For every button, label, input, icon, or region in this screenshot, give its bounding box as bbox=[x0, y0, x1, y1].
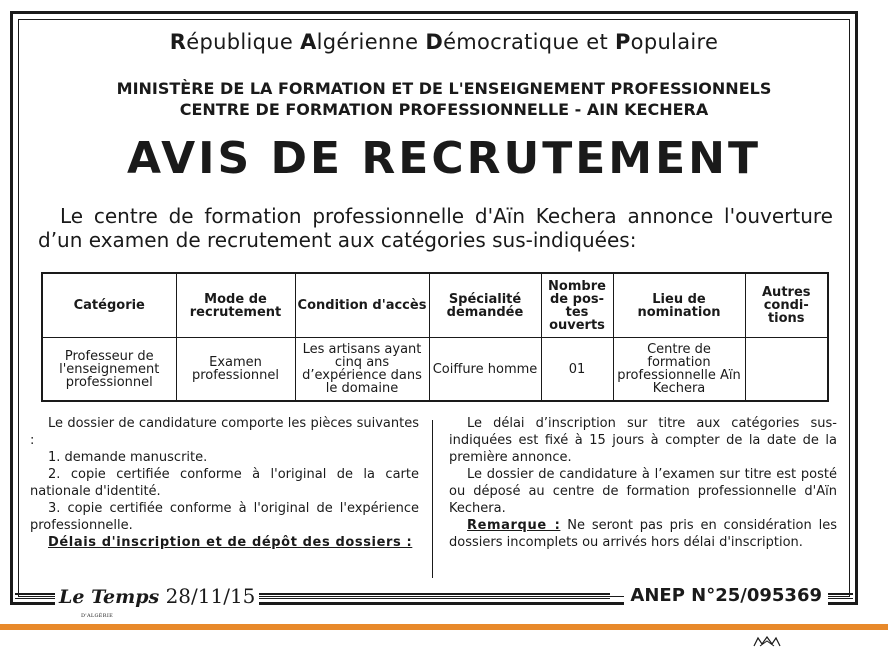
left-paragraph bbox=[30, 500, 419, 534]
right-paragraph bbox=[449, 466, 837, 517]
republic-heading bbox=[0, 30, 888, 54]
ministry-line: MINISTÈRE DE LA FORMATION ET DE L'ENSEIGNEMENT PROFESSIONNELS bbox=[116, 79, 772, 98]
cell-nombre: 01 bbox=[541, 338, 613, 402]
republic-word-3: émocratique et bbox=[443, 30, 615, 54]
header-lieu: Lieu de nomination bbox=[613, 273, 745, 338]
cell-condition: Les artisans ayant cinq ans d’expérience dans le domaine bbox=[295, 338, 429, 402]
centre-line: CENTRE DE FORMATION PROFESSIONNELLE - AIN KECHERA bbox=[179, 100, 709, 119]
header-specialite: Spécialité demandée bbox=[429, 273, 541, 338]
republic-initial-r: R bbox=[169, 30, 187, 54]
recruitment-table bbox=[41, 272, 829, 402]
republic-initial-p: P bbox=[614, 30, 631, 54]
anep-reference: ANEP N°25/095369 bbox=[624, 583, 828, 609]
header-nombre: Nombre de pos-tes ouverts bbox=[541, 273, 613, 338]
accent-bar bbox=[0, 624, 888, 630]
header-autres: Autres condi-tions bbox=[745, 273, 828, 338]
footer-rule-right bbox=[825, 593, 853, 599]
header-condition: Condition d'accès bbox=[295, 273, 429, 338]
right-paragraph bbox=[449, 517, 837, 551]
cell-categorie: Professeur de l'enseignement professionnel bbox=[42, 338, 176, 402]
header-categorie: Catégorie bbox=[42, 273, 176, 338]
republic-initial-d: D bbox=[425, 30, 444, 54]
cell-autres bbox=[745, 338, 828, 402]
ornament-icon bbox=[752, 636, 782, 647]
left-paragraph bbox=[30, 534, 419, 551]
remark-label: Remarque : bbox=[467, 518, 561, 533]
depot-text: Le dossier de candidature à l’examen sur titre est posté ou déposé au centre de formation professionnelle d'Aïn Kechera. bbox=[449, 467, 837, 516]
footer-rule-left bbox=[15, 593, 60, 599]
newspaper-logo-sub: D'ALGÉRIE bbox=[81, 613, 114, 619]
republic-word-4: opulaire bbox=[630, 30, 719, 54]
left-paragraph bbox=[30, 449, 419, 466]
intro-paragraph bbox=[38, 204, 833, 252]
right-column bbox=[449, 415, 837, 551]
right-paragraph bbox=[449, 415, 837, 466]
cell-mode: Examen professionnel bbox=[176, 338, 295, 402]
table-header-row bbox=[42, 273, 828, 338]
dossier-intro: Le dossier de candidature comporte les pièces suivantes : bbox=[30, 416, 419, 448]
republic-word-1: épublique bbox=[186, 30, 301, 54]
publication-date: 28/11/15 bbox=[165, 584, 256, 608]
republic-word-2: lgérienne bbox=[316, 30, 426, 54]
piece-1: 1. demande manuscrite. bbox=[48, 450, 208, 465]
table-row bbox=[42, 338, 828, 402]
newspaper-logo: Le Temps bbox=[59, 586, 160, 608]
republic-initial-a: A bbox=[300, 30, 317, 54]
piece-2: 2. copie certifiée conforme à l'original de la carte nationale d'identité. bbox=[30, 467, 419, 499]
piece-3: 3. copie certifiée conforme à l'original de l'expérience professionnelle. bbox=[30, 501, 419, 533]
left-paragraph bbox=[30, 415, 419, 449]
newspaper-label bbox=[55, 583, 259, 619]
footer-rule-middle bbox=[210, 593, 610, 599]
left-paragraph bbox=[30, 466, 419, 500]
ministry-heading bbox=[0, 78, 888, 120]
column-divider bbox=[432, 420, 433, 578]
cell-specialite: Coiffure homme bbox=[429, 338, 541, 402]
intro-text: Le centre de formation professionnelle d'Aïn Kechera annonce l'ouverture d’un examen de recrutement aux catégories sus-indiquées: bbox=[38, 204, 833, 252]
delais-heading: Délais d'inscription et de dépôt des dossiers : bbox=[48, 535, 413, 550]
footer-bar bbox=[10, 583, 858, 619]
cell-lieu: Centre de formation professionnelle Aïn Kechera bbox=[613, 338, 745, 402]
remark-text: Ne seront pas pris en considération les dossiers incomplets ou arrivés hors délai d'inscription. bbox=[449, 518, 837, 550]
page-title: AVIS DE RECRUTEMENT bbox=[127, 133, 761, 184]
left-column bbox=[30, 415, 419, 551]
delai-text: Le délai d’inscription sur titre aux catégories sus-indiquées est fixé à 15 jours à compter de la date de la première annonce. bbox=[449, 416, 837, 465]
header-mode: Mode de recrutement bbox=[176, 273, 295, 338]
